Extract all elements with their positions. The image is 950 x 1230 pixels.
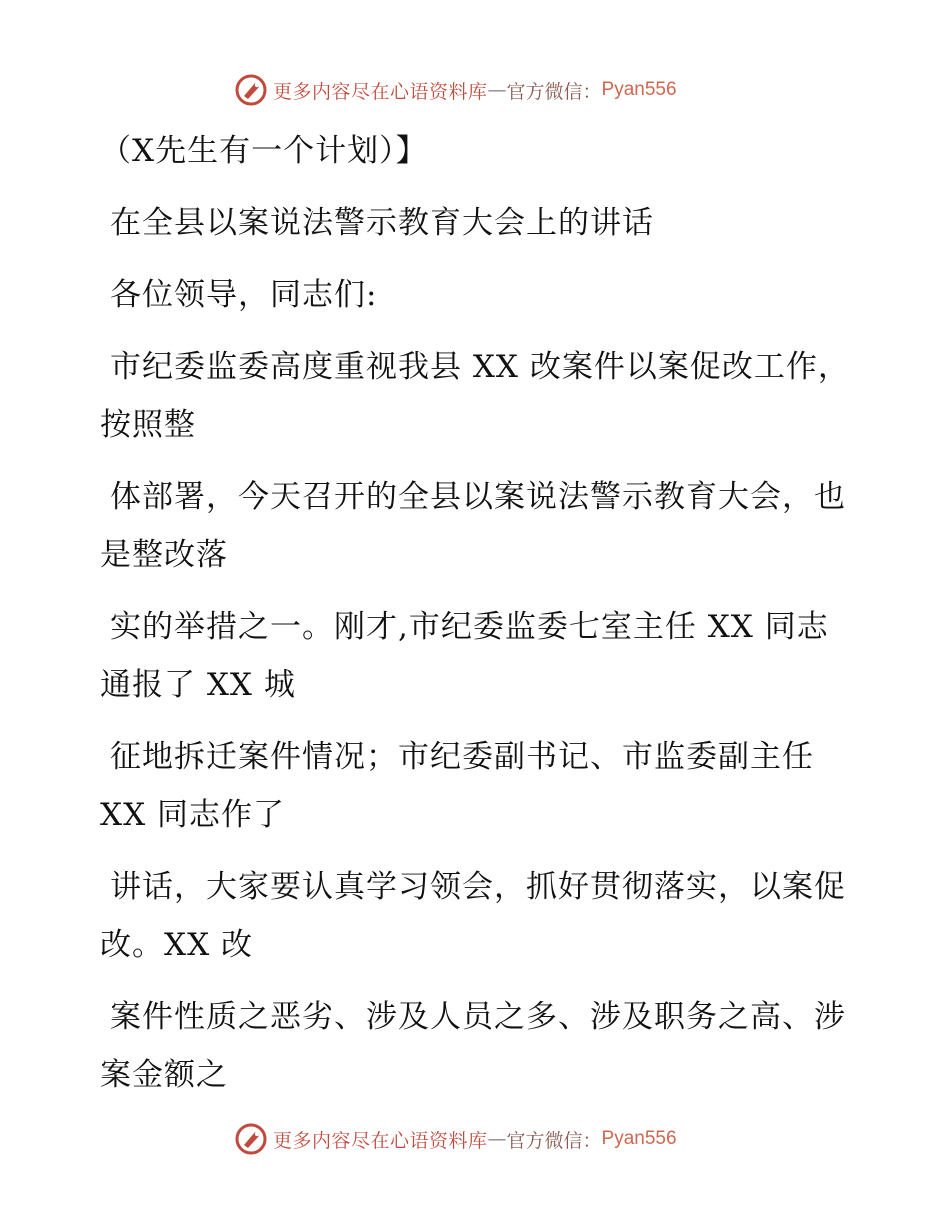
banner-separator: — [487, 1128, 507, 1150]
banner-text: 更多内容尽在心语资料库 [273, 1129, 488, 1152]
banner-separator: — [487, 79, 507, 101]
banner-wechat-id: Pyan556 [601, 1128, 677, 1149]
speech-title: 在全县以案说法警示教育大会上的讲话 [110, 205, 654, 241]
body-paragraph: 案件性质之恶劣、涉及人员之多、涉及职务之高、涉案金额之 [100, 999, 846, 1093]
paragraph-header-note: （X先生有一个计划）】 [100, 133, 428, 169]
header-banner [235, 72, 677, 108]
pen-logo-icon [235, 74, 267, 106]
banner-wechat-id: Pyan556 [601, 79, 677, 100]
banner-text: 更多内容尽在心语资料库 [273, 80, 488, 103]
body-paragraph: 市纪委监委高度重视我县 XX 改案件以案促改工作，按照整 [100, 349, 850, 443]
banner-official-label: 官方微信： [506, 1129, 602, 1152]
footer-banner [235, 1121, 677, 1157]
body-paragraph: 体部署，今天召开的全县以案说法警示教育大会，也是整改落 [100, 479, 846, 573]
body-paragraph: 实的举措之一。刚才,市纪委监委七室主任 XX 同志通报了 XX 城 [100, 609, 829, 703]
salutation: 各位领导，同志们: [110, 277, 378, 313]
body-paragraph: 征地拆迁案件情况；市纪委副书记、市监委副主任 XX 同志作了 [100, 739, 814, 833]
banner-official-label: 官方微信： [506, 80, 602, 103]
pen-logo-icon [235, 1123, 267, 1155]
document-body [100, 122, 860, 1118]
body-paragraph: 讲话，大家要认真学习领会，抓好贯彻落实，以案促改。XX 改 [100, 869, 846, 963]
